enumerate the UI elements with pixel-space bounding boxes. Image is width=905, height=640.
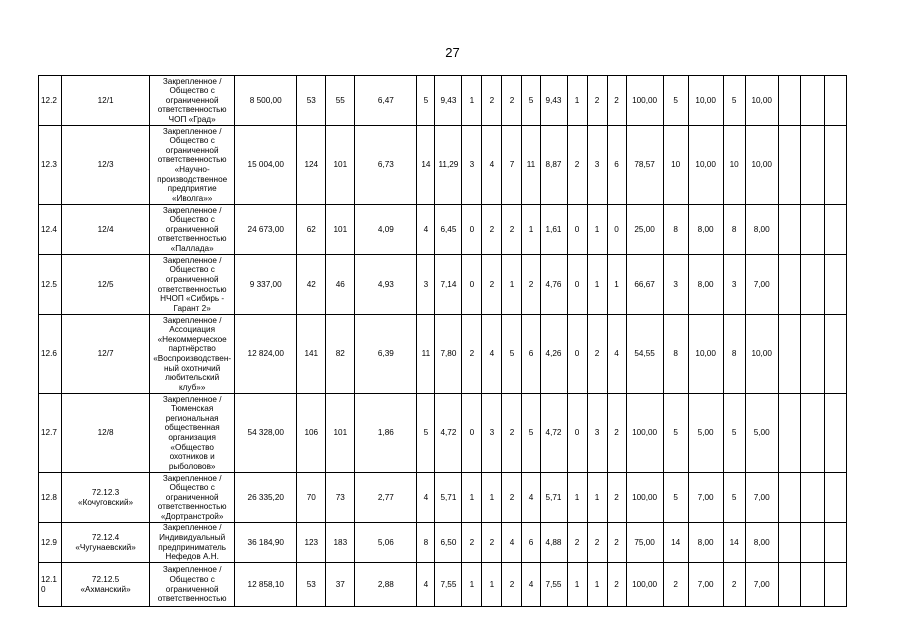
- value-cell-21: [800, 126, 824, 205]
- value-cell-6: 7,55: [435, 563, 462, 607]
- value-cell-12: 1: [567, 563, 587, 607]
- value-cell-1: 36 184,90: [235, 523, 297, 563]
- value-cell-9: 5: [502, 315, 522, 394]
- value-cell-3: 101: [326, 394, 355, 473]
- value-cell-5: 4: [417, 563, 435, 607]
- value-cell-20: [778, 205, 800, 255]
- row-description-cell: Закрепленное / Общество с ограниченной ответственностью «Дортранстрой»: [150, 473, 235, 523]
- row-description-cell: Закрепленное / Общество с ограниченной ответственностью: [150, 563, 235, 607]
- row-code-cell: 12/4: [62, 205, 150, 255]
- value-cell-3: 82: [326, 315, 355, 394]
- value-cell-18: 5: [723, 394, 745, 473]
- value-cell-15: 100,00: [626, 563, 663, 607]
- value-cell-8: 4: [482, 126, 502, 205]
- table-row: [39, 563, 847, 607]
- row-number-cell: 12.6: [39, 315, 62, 394]
- value-cell-2: 141: [297, 315, 326, 394]
- value-cell-22: [824, 563, 846, 607]
- value-cell-3: 101: [326, 205, 355, 255]
- value-cell-17: 10,00: [688, 315, 723, 394]
- value-cell-1: 54 328,00: [235, 394, 297, 473]
- value-cell-8: 1: [482, 473, 502, 523]
- value-cell-10: 4: [522, 473, 540, 523]
- value-cell-15: 100,00: [626, 394, 663, 473]
- value-cell-5: 4: [417, 205, 435, 255]
- value-cell-2: 123: [297, 523, 326, 563]
- row-number-cell: 12.4: [39, 205, 62, 255]
- value-cell-12: 0: [567, 394, 587, 473]
- value-cell-4: 2,77: [355, 473, 417, 523]
- value-cell-3: 101: [326, 126, 355, 205]
- value-cell-12: 1: [567, 473, 587, 523]
- value-cell-20: [778, 315, 800, 394]
- value-cell-1: 8 500,00: [235, 76, 297, 126]
- row-description-cell: Закрепленное / Общество с ограниченной ответственностью «Паллада»: [150, 205, 235, 255]
- row-description-cell: Закрепленное / Общество с ограниченной ответственностью ЧОП «Град»: [150, 76, 235, 126]
- value-cell-12: 1: [567, 76, 587, 126]
- value-cell-7: 0: [462, 394, 482, 473]
- value-cell-20: [778, 523, 800, 563]
- value-cell-3: 73: [326, 473, 355, 523]
- value-cell-4: 2,88: [355, 563, 417, 607]
- value-cell-9: 2: [502, 205, 522, 255]
- value-cell-17: 7,00: [688, 563, 723, 607]
- value-cell-9: 2: [502, 563, 522, 607]
- table-row: [39, 76, 847, 126]
- value-cell-22: [824, 255, 846, 315]
- value-cell-6: 5,71: [435, 473, 462, 523]
- row-description-cell: Закрепленное / Общество с ограниченной ответственностью «Научно- производственное предприятие «Иволга»»: [150, 126, 235, 205]
- value-cell-21: [800, 394, 824, 473]
- table-row: [39, 126, 847, 205]
- value-cell-14: 2: [607, 76, 626, 126]
- value-cell-4: 5,06: [355, 523, 417, 563]
- value-cell-21: [800, 473, 824, 523]
- row-code-cell: 12/8: [62, 394, 150, 473]
- value-cell-16: 5: [663, 473, 688, 523]
- value-cell-19: 7,00: [745, 473, 778, 523]
- value-cell-13: 2: [587, 76, 607, 126]
- row-code-cell: 12/1: [62, 76, 150, 126]
- value-cell-22: [824, 523, 846, 563]
- value-cell-13: 1: [587, 473, 607, 523]
- value-cell-13: 3: [587, 126, 607, 205]
- value-cell-17: 8,00: [688, 255, 723, 315]
- value-cell-17: 8,00: [688, 205, 723, 255]
- value-cell-2: 70: [297, 473, 326, 523]
- value-cell-10: 11: [522, 126, 540, 205]
- value-cell-6: 7,14: [435, 255, 462, 315]
- value-cell-16: 5: [663, 394, 688, 473]
- value-cell-5: 8: [417, 523, 435, 563]
- value-cell-5: 14: [417, 126, 435, 205]
- value-cell-12: 0: [567, 255, 587, 315]
- value-cell-3: 55: [326, 76, 355, 126]
- table-row: [39, 473, 847, 523]
- value-cell-16: 14: [663, 523, 688, 563]
- value-cell-19: 10,00: [745, 315, 778, 394]
- value-cell-9: 7: [502, 126, 522, 205]
- value-cell-17: 5,00: [688, 394, 723, 473]
- value-cell-17: 8,00: [688, 523, 723, 563]
- value-cell-3: 46: [326, 255, 355, 315]
- value-cell-16: 3: [663, 255, 688, 315]
- value-cell-12: 0: [567, 205, 587, 255]
- value-cell-5: 5: [417, 394, 435, 473]
- value-cell-1: 9 337,00: [235, 255, 297, 315]
- value-cell-11: 7,55: [540, 563, 567, 607]
- value-cell-18: 2: [723, 563, 745, 607]
- value-cell-11: 5,71: [540, 473, 567, 523]
- value-cell-11: 4,72: [540, 394, 567, 473]
- value-cell-22: [824, 205, 846, 255]
- value-cell-14: 2: [607, 563, 626, 607]
- value-cell-2: 106: [297, 394, 326, 473]
- value-cell-2: 62: [297, 205, 326, 255]
- value-cell-8: 2: [482, 76, 502, 126]
- value-cell-1: 24 673,00: [235, 205, 297, 255]
- value-cell-13: 2: [587, 523, 607, 563]
- value-cell-8: 2: [482, 523, 502, 563]
- value-cell-22: [824, 315, 846, 394]
- value-cell-20: [778, 76, 800, 126]
- value-cell-19: 10,00: [745, 126, 778, 205]
- row-code-cell: 12/5: [62, 255, 150, 315]
- value-cell-19: 10,00: [745, 76, 778, 126]
- row-description-cell: Закрепленное / Ассоциация «Некоммерческое партнёрство «Воспроизводствен- ный охотничий любительский клуб»»: [150, 315, 235, 394]
- value-cell-18: 3: [723, 255, 745, 315]
- value-cell-4: 4,93: [355, 255, 417, 315]
- table-row: [39, 255, 847, 315]
- value-cell-5: 11: [417, 315, 435, 394]
- value-cell-20: [778, 255, 800, 315]
- value-cell-17: 10,00: [688, 126, 723, 205]
- row-number-cell: 12.3: [39, 126, 62, 205]
- value-cell-7: 1: [462, 473, 482, 523]
- table-row: [39, 205, 847, 255]
- value-cell-15: 25,00: [626, 205, 663, 255]
- row-number-cell: 12.8: [39, 473, 62, 523]
- value-cell-6: 7,80: [435, 315, 462, 394]
- row-number-cell: 12.5: [39, 255, 62, 315]
- value-cell-1: 12 858,10: [235, 563, 297, 607]
- value-cell-15: 100,00: [626, 473, 663, 523]
- value-cell-10: 6: [522, 523, 540, 563]
- value-cell-6: 11,29: [435, 126, 462, 205]
- row-description-cell: Закрепленное / Тюменская региональная общественная организация «Общество охотников и рыболовов»: [150, 394, 235, 473]
- data-table: [38, 75, 847, 607]
- value-cell-8: 2: [482, 205, 502, 255]
- value-cell-2: 42: [297, 255, 326, 315]
- value-cell-18: 14: [723, 523, 745, 563]
- value-cell-16: 2: [663, 563, 688, 607]
- value-cell-6: 9,43: [435, 76, 462, 126]
- value-cell-21: [800, 205, 824, 255]
- value-cell-11: 4,88: [540, 523, 567, 563]
- value-cell-10: 1: [522, 205, 540, 255]
- value-cell-9: 4: [502, 523, 522, 563]
- table-row: [39, 523, 847, 563]
- value-cell-6: 6,50: [435, 523, 462, 563]
- table-row: [39, 394, 847, 473]
- value-cell-11: 4,76: [540, 255, 567, 315]
- value-cell-9: 2: [502, 76, 522, 126]
- value-cell-11: 8,87: [540, 126, 567, 205]
- value-cell-22: [824, 76, 846, 126]
- value-cell-6: 4,72: [435, 394, 462, 473]
- value-cell-17: 7,00: [688, 473, 723, 523]
- row-code-cell: 72.12.3 «Кочуговский»: [62, 473, 150, 523]
- table-row: [39, 315, 847, 394]
- value-cell-12: 2: [567, 523, 587, 563]
- value-cell-20: [778, 394, 800, 473]
- value-cell-10: 6: [522, 315, 540, 394]
- value-cell-15: 75,00: [626, 523, 663, 563]
- value-cell-14: 2: [607, 523, 626, 563]
- value-cell-20: [778, 126, 800, 205]
- value-cell-21: [800, 523, 824, 563]
- row-number-cell: 12.9: [39, 523, 62, 563]
- value-cell-22: [824, 394, 846, 473]
- value-cell-5: 4: [417, 473, 435, 523]
- value-cell-22: [824, 473, 846, 523]
- value-cell-1: 15 004,00: [235, 126, 297, 205]
- value-cell-10: 4: [522, 563, 540, 607]
- row-code-cell: 12/3: [62, 126, 150, 205]
- value-cell-22: [824, 126, 846, 205]
- value-cell-19: 7,00: [745, 255, 778, 315]
- value-cell-3: 183: [326, 523, 355, 563]
- value-cell-18: 5: [723, 473, 745, 523]
- value-cell-7: 0: [462, 255, 482, 315]
- value-cell-19: 7,00: [745, 563, 778, 607]
- value-cell-16: 8: [663, 315, 688, 394]
- value-cell-2: 53: [297, 76, 326, 126]
- value-cell-21: [800, 563, 824, 607]
- value-cell-19: 8,00: [745, 523, 778, 563]
- value-cell-13: 2: [587, 315, 607, 394]
- value-cell-14: 6: [607, 126, 626, 205]
- value-cell-2: 124: [297, 126, 326, 205]
- value-cell-10: 5: [522, 394, 540, 473]
- value-cell-7: 1: [462, 76, 482, 126]
- row-number-cell: 12.1 0: [39, 563, 62, 607]
- value-cell-4: 6,39: [355, 315, 417, 394]
- value-cell-13: 1: [587, 563, 607, 607]
- value-cell-12: 0: [567, 315, 587, 394]
- value-cell-9: 2: [502, 473, 522, 523]
- value-cell-14: 0: [607, 205, 626, 255]
- value-cell-16: 5: [663, 76, 688, 126]
- value-cell-14: 1: [607, 255, 626, 315]
- row-code-cell: 72.12.5 «Ахманский»: [62, 563, 150, 607]
- value-cell-9: 2: [502, 394, 522, 473]
- value-cell-7: 2: [462, 523, 482, 563]
- page-number: 27: [445, 45, 460, 60]
- value-cell-13: 3: [587, 394, 607, 473]
- row-code-cell: 72.12.4 «Чугунаевский»: [62, 523, 150, 563]
- value-cell-8: 4: [482, 315, 502, 394]
- value-cell-15: 66,67: [626, 255, 663, 315]
- row-description-cell: Закрепленное / Общество с ограниченной ответственностью НЧОП «Сибирь - Гарант 2»: [150, 255, 235, 315]
- value-cell-14: 2: [607, 473, 626, 523]
- value-cell-12: 2: [567, 126, 587, 205]
- row-number-cell: 12.7: [39, 394, 62, 473]
- value-cell-13: 1: [587, 205, 607, 255]
- value-cell-20: [778, 563, 800, 607]
- row-description-cell: Закрепленное / Индивидуальный предприниматель Нефедов А.Н.: [150, 523, 235, 563]
- value-cell-8: 1: [482, 563, 502, 607]
- value-cell-4: 6,73: [355, 126, 417, 205]
- value-cell-3: 37: [326, 563, 355, 607]
- value-cell-15: 54,55: [626, 315, 663, 394]
- value-cell-4: 6,47: [355, 76, 417, 126]
- value-cell-15: 78,57: [626, 126, 663, 205]
- value-cell-9: 1: [502, 255, 522, 315]
- row-number-cell: 12.2: [39, 76, 62, 126]
- value-cell-18: 8: [723, 205, 745, 255]
- value-cell-10: 5: [522, 76, 540, 126]
- value-cell-8: 3: [482, 394, 502, 473]
- value-cell-14: 4: [607, 315, 626, 394]
- value-cell-7: 1: [462, 563, 482, 607]
- value-cell-19: 8,00: [745, 205, 778, 255]
- value-cell-15: 100,00: [626, 76, 663, 126]
- value-cell-17: 10,00: [688, 76, 723, 126]
- value-cell-19: 5,00: [745, 394, 778, 473]
- value-cell-7: 0: [462, 205, 482, 255]
- value-cell-6: 6,45: [435, 205, 462, 255]
- value-cell-1: 26 335,20: [235, 473, 297, 523]
- value-cell-21: [800, 255, 824, 315]
- value-cell-11: 4,26: [540, 315, 567, 394]
- value-cell-18: 8: [723, 315, 745, 394]
- value-cell-5: 5: [417, 76, 435, 126]
- value-cell-21: [800, 315, 824, 394]
- value-cell-11: 1,61: [540, 205, 567, 255]
- row-code-cell: 12/7: [62, 315, 150, 394]
- value-cell-10: 2: [522, 255, 540, 315]
- value-cell-2: 53: [297, 563, 326, 607]
- value-cell-7: 3: [462, 126, 482, 205]
- value-cell-20: [778, 473, 800, 523]
- value-cell-16: 10: [663, 126, 688, 205]
- value-cell-5: 3: [417, 255, 435, 315]
- value-cell-18: 10: [723, 126, 745, 205]
- value-cell-4: 1,86: [355, 394, 417, 473]
- value-cell-7: 2: [462, 315, 482, 394]
- value-cell-11: 9,43: [540, 76, 567, 126]
- value-cell-4: 4,09: [355, 205, 417, 255]
- value-cell-13: 1: [587, 255, 607, 315]
- value-cell-18: 5: [723, 76, 745, 126]
- value-cell-21: [800, 76, 824, 126]
- value-cell-1: 12 824,00: [235, 315, 297, 394]
- value-cell-8: 2: [482, 255, 502, 315]
- value-cell-14: 2: [607, 394, 626, 473]
- value-cell-16: 8: [663, 205, 688, 255]
